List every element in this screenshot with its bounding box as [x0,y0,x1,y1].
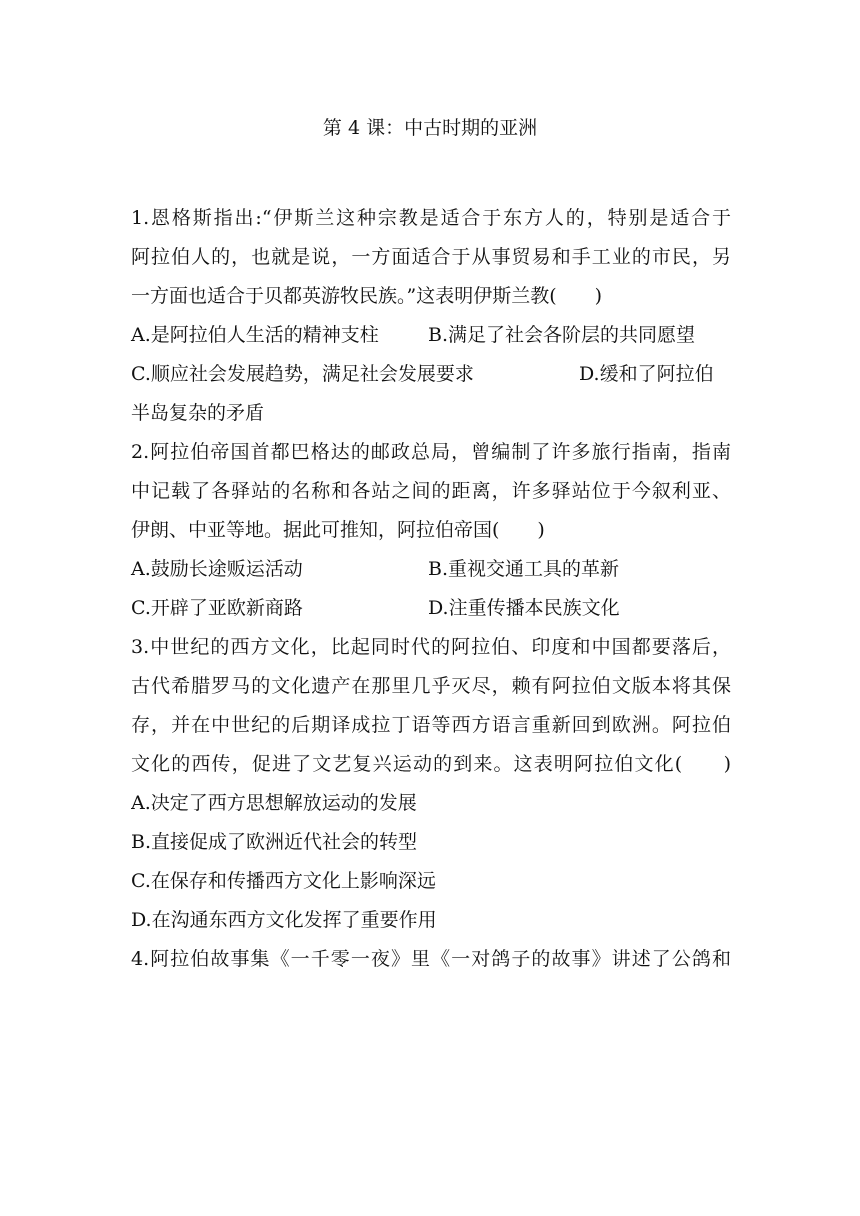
question-2-stem-line: 中记载了各驿站的名称和各站之间的距离，许多驿站位于今叙利亚、 [131,480,731,502]
question-3-option-d: D.在沟通东西方文化发挥了重要作用 [131,909,437,931]
question-list [131,199,731,979]
question-3-option-a: A.决定了西方思想解放运动的发展 [131,792,417,814]
question-1-option-c: C.顺应社会发展趋势，满足社会发展要求 [131,363,474,385]
question-1-stem-line: 一方面也适合于贝都英游牧民族。”这表明伊斯兰教( ) [131,285,603,307]
question-4 [131,940,731,979]
question-2-stem-line: 伊朗、中亚等地。据此可推知，阿拉伯帝国( ) [131,519,545,541]
question-3-stem-line: 存，并在中世纪的后期译成拉丁语等西方语言重新回到欧洲。阿拉伯 [131,714,731,736]
question-2-options-row [131,550,731,589]
question-2-options-row [131,589,731,628]
question-2-option-c: C.开辟了亚欧新商路 [131,597,303,619]
question-1-stem-line: 阿拉伯人的，也就是说，一方面适合于从事贸易和手工业的市民，另 [131,246,731,268]
question-1-options-row [131,316,731,355]
question-1-option-d-continued: 半岛复杂的矛盾 [131,402,265,424]
question-1-options-row [131,355,731,394]
question-1-stem-line: 1.恩格斯指出:“伊斯兰这种宗教是适合于东方人的，特别是适合于 [131,207,731,229]
question-1-option-d: D.缓和了阿拉伯 [579,363,714,385]
question-1 [131,199,731,433]
question-2 [131,433,731,628]
question-3 [131,628,731,940]
question-2-stem-line: 2.阿拉伯帝国首都巴格达的邮政总局，曾编制了许多旅行指南，指南 [131,441,731,463]
question-3-stem-line: 3.中世纪的西方文化，比起同时代的阿拉伯、印度和中国都要落后， [131,636,731,658]
question-3-stem-line: 古代希腊罗马的文化遗产在那里几乎灭尽，赖有阿拉伯文版本将其保 [131,675,731,697]
question-1-option-b: B.满足了社会各阶层的共同愿望 [428,324,696,346]
question-2-option-d: D.注重传播本民族文化 [428,597,620,619]
question-3-option-c: C.在保存和传播西方文化上影响深远 [131,870,436,892]
question-2-option-a: A.鼓励长途贩运活动 [131,558,303,580]
question-3-stem-line: 文化的西传，促进了文艺复兴运动的到来。这表明阿拉伯文化( ) [131,753,731,775]
question-3-option-b: B.直接促成了欧洲近代社会的转型 [131,831,418,853]
question-4-stem-line: 4.阿拉伯故事集《一千零一夜》里《一对鸽子的故事》讲述了公鸽和 [131,948,731,970]
question-1-option-a: A.是阿拉伯人生活的精神支柱 [131,324,379,346]
question-2-option-b: B.重视交通工具的革新 [428,558,620,580]
page-title: 第 4 课：中古时期的亚洲 [322,117,538,139]
